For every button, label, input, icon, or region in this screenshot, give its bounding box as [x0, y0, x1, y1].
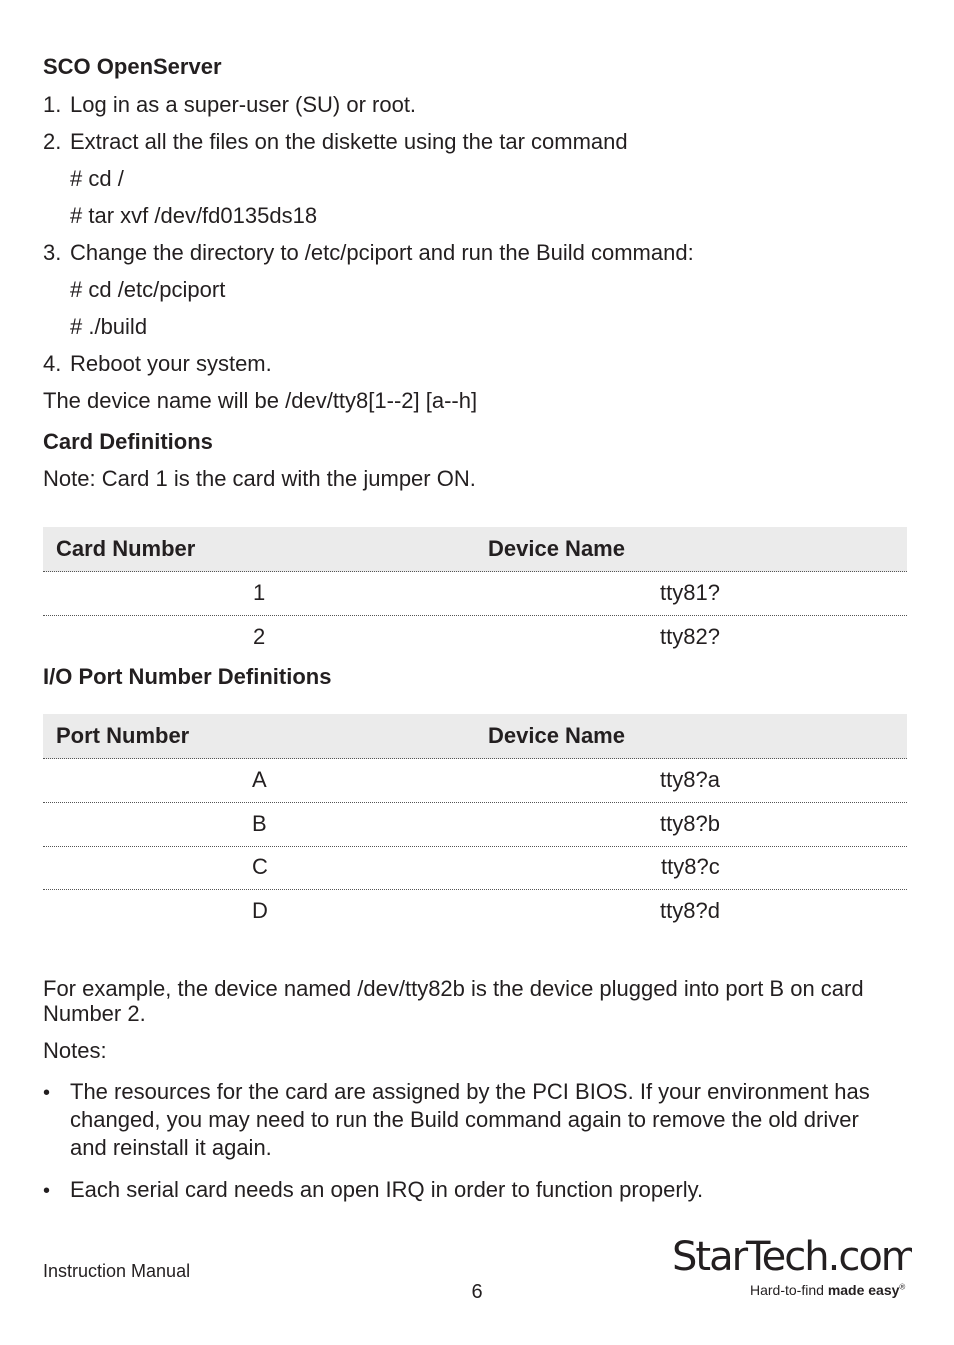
table-cell: tty82? [660, 624, 720, 649]
step-number: 2. [43, 129, 62, 154]
section-title-sco-openserver: SCO OpenServer [43, 54, 222, 79]
step-4 [43, 351, 272, 377]
step-text: Log in as a super-user (SU) or root. [70, 92, 417, 117]
table-cell: 2 [253, 624, 266, 649]
table-cell: tty8?c [661, 854, 720, 879]
logo-text: StarTech.com [672, 1234, 912, 1280]
note-bullet: The resources for the card are assigned by the PCI BIOS. If your environment has changed, you may need to run the Build command again to remove the old driver and reinstall it again. [70, 1079, 870, 1160]
step-1 [43, 92, 416, 118]
example-paragraph: For example, the device named /dev/tty82b is the device plugged into port B on card Number 2. [43, 976, 864, 1026]
bullet-icon: • [43, 1082, 51, 1104]
column-header-card-number: Card Number [56, 536, 196, 561]
note-bullet: Each serial card needs an open IRQ in order to function properly. [70, 1177, 704, 1202]
table-cell: tty8?d [660, 898, 720, 923]
column-header-port-number: Port Number [56, 723, 190, 748]
column-header-device-name: Device Name [488, 536, 625, 561]
table-cell: tty8?b [660, 811, 720, 836]
notes-title: Notes: [43, 1038, 107, 1063]
command-line: # cd /etc/pciport [70, 277, 226, 302]
table-row [43, 759, 907, 803]
column-header-device-name: Device Name [488, 723, 625, 748]
table-cell: B [252, 811, 267, 836]
command-line: # ./build [70, 314, 148, 339]
device-name-note: The device name will be /dev/tty8[1--2] [a--h] [43, 388, 478, 413]
step-3 [43, 240, 694, 266]
step-number: 3. [43, 240, 62, 265]
table-row [43, 803, 907, 847]
step-text: Extract all the files on the diskette using the tar command [70, 129, 628, 154]
table-cell: tty8?a [660, 767, 720, 792]
bullet-icon: • [43, 1180, 51, 1202]
section-title-port-definitions: I/O Port Number Definitions [43, 664, 332, 689]
table-cell: D [252, 898, 268, 923]
table-row [43, 890, 907, 933]
table-cell: 1 [253, 580, 266, 605]
footer-manual-label: Instruction Manual [43, 1261, 191, 1281]
command-line: # tar xvf /dev/fd0135ds18 [70, 203, 318, 228]
table-cell: tty81? [660, 580, 720, 605]
page-number: 6 [471, 1281, 483, 1303]
command-line: # cd / [70, 166, 124, 191]
step-text: Change the directory to /etc/pciport and run the Build command: [70, 240, 694, 265]
tagline-bold: made easy [827, 1282, 900, 1298]
step-2 [43, 129, 628, 155]
table-row [43, 572, 907, 616]
logo-graphic [672, 1228, 912, 1283]
tagline-regular: Hard-to-find [750, 1282, 828, 1298]
logo-tagline [750, 1282, 905, 1298]
table-cell: C [252, 854, 268, 879]
port-table-header [43, 714, 907, 759]
section-title-card-definitions: Card Definitions [43, 429, 213, 454]
card-table-header [43, 527, 907, 572]
card-note: Note: Card 1 is the card with the jumper ON. [43, 466, 476, 491]
table-cell: A [252, 767, 267, 792]
registered-mark: ® [899, 1282, 906, 1292]
step-text: Reboot your system. [70, 351, 272, 376]
table-row [43, 616, 907, 659]
step-number: 4. [43, 351, 62, 376]
table-row [43, 846, 907, 890]
step-number: 1. [43, 92, 62, 117]
